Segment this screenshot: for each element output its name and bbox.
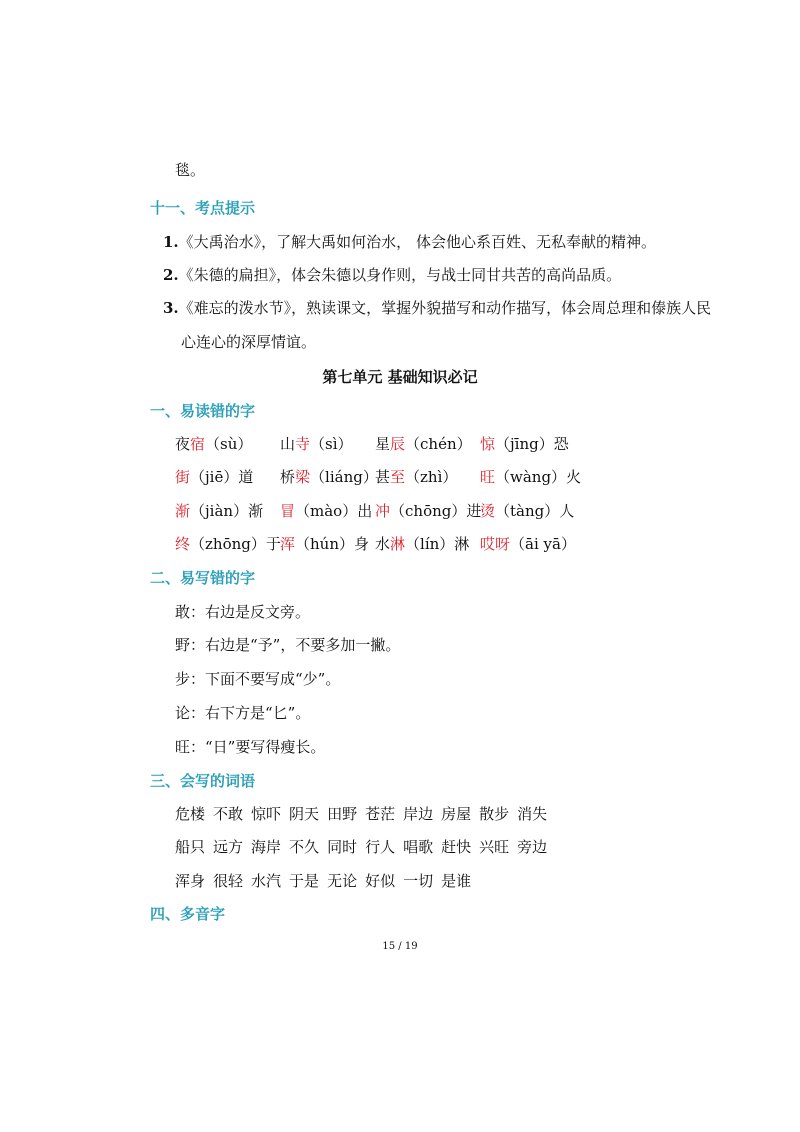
vocab-word: 惊吓	[251, 805, 282, 823]
unit-title: 第七单元 基础知识必记	[322, 368, 478, 386]
tip-item-1-num: 1.	[163, 233, 179, 251]
pinyin-cell: 冲（chōng）进	[375, 502, 482, 520]
pinyin-cell: 冒（mào）出	[280, 502, 373, 520]
vocab-word: 不敢	[213, 805, 244, 823]
vocab-word: 同时	[327, 838, 358, 856]
section-11-heading: 十一、考点提示	[150, 199, 256, 217]
pinyin-cell: 烫（tàng）人	[480, 502, 575, 520]
vocab-word: 一切	[403, 872, 434, 890]
pinyin-cell: 星辰（chén）	[375, 435, 472, 453]
pinyin-cell: 夜宿（sù）	[175, 435, 253, 453]
vocab-word: 田野	[327, 805, 358, 823]
tip-item-1-text: 《大禹治水》，了解大禹如何治水， 体会他心系百姓、无私奉献的精神。	[178, 233, 656, 251]
vocab-word: 无论	[327, 872, 358, 890]
pinyin-cell: 惊（jīng）恐	[480, 435, 569, 453]
vocab-word: 岸边	[403, 805, 434, 823]
vocab-word: 危楼	[175, 805, 206, 823]
section-2-heading: 二、易写错的字	[150, 569, 256, 587]
vocab-word: 海岸	[251, 838, 282, 856]
char-note: 步：下面不要写成“少”。	[175, 670, 341, 688]
section-4-heading: 四、多音字	[150, 905, 226, 923]
pinyin-cell: 终（zhōng）于	[175, 535, 281, 553]
pinyin-cell: 甚至（zhì）	[375, 468, 458, 486]
vocab-row	[175, 871, 479, 891]
vocab-word: 水汽	[251, 872, 282, 890]
vocab-word: 散步	[479, 805, 510, 823]
vocab-word: 行人	[365, 838, 396, 856]
char-note: 旺：“日”要写得瘦长。	[175, 738, 326, 756]
section-3-heading: 三、会写的词语	[150, 772, 256, 790]
pinyin-cell: 水淋（lín）淋	[375, 535, 470, 553]
vocab-word: 唱歌	[403, 838, 434, 856]
tip-item-3-text: 《难忘的泼水节》，熟读课文，掌握外貌描写和动作描写，体会周总理和傣族人民	[178, 299, 712, 317]
vocab-word: 旁边	[517, 838, 548, 856]
char-note: 论：右下方是“匕”。	[175, 704, 311, 722]
vocab-word: 房屋	[441, 805, 472, 823]
tip-item-3	[163, 298, 711, 318]
vocab-word: 消失	[517, 805, 548, 823]
vocab-word: 阴天	[289, 805, 320, 823]
vocab-word: 很轻	[213, 872, 244, 890]
vocab-row	[175, 804, 555, 824]
pinyin-cell: 旺（wàng）火	[480, 468, 582, 486]
tip-item-3-num: 3.	[163, 299, 179, 317]
tip-item-2-text: 《朱德的扁担》，体会朱德以身作则，与战士同甘共苦的高尚品质。	[178, 266, 622, 284]
vocab-word: 兴旺	[479, 838, 510, 856]
pinyin-cell: 哎呀（āi yā）	[480, 535, 576, 553]
char-note: 敢：右边是反文旁。	[175, 603, 311, 621]
section-1-heading: 一、易读错的字	[150, 402, 256, 420]
tip-item-1	[163, 232, 656, 252]
vocab-word: 远方	[213, 838, 244, 856]
pinyin-cell: 街（jiē）道	[175, 468, 254, 486]
pinyin-cell: 山寺（sì）	[280, 435, 353, 453]
char-note: 野：右边是“予”，不要多加一撇。	[175, 636, 401, 654]
pinyin-cell: 浑（hún）身	[280, 535, 369, 553]
pinyin-cell: 渐（jiàn）渐	[175, 502, 264, 520]
page-number: 15 / 19	[382, 941, 418, 952]
vocab-word: 于是	[289, 872, 320, 890]
top-fragment: 毯。	[175, 161, 206, 179]
tip-item-2	[163, 265, 621, 285]
vocab-word: 赶快	[441, 838, 472, 856]
vocab-word: 船只	[175, 838, 206, 856]
vocab-word: 不久	[289, 838, 320, 856]
vocab-row	[175, 837, 555, 857]
tip-item-2-num: 2.	[163, 266, 179, 284]
tip-item-3-continuation: 心连心的深厚情谊。	[181, 333, 317, 351]
vocab-word: 好似	[365, 872, 396, 890]
vocab-word: 苍茫	[365, 805, 396, 823]
vocab-word: 浑身	[175, 872, 206, 890]
pinyin-cell: 桥梁（liáng）	[280, 468, 378, 486]
vocab-word: 是谁	[441, 872, 472, 890]
